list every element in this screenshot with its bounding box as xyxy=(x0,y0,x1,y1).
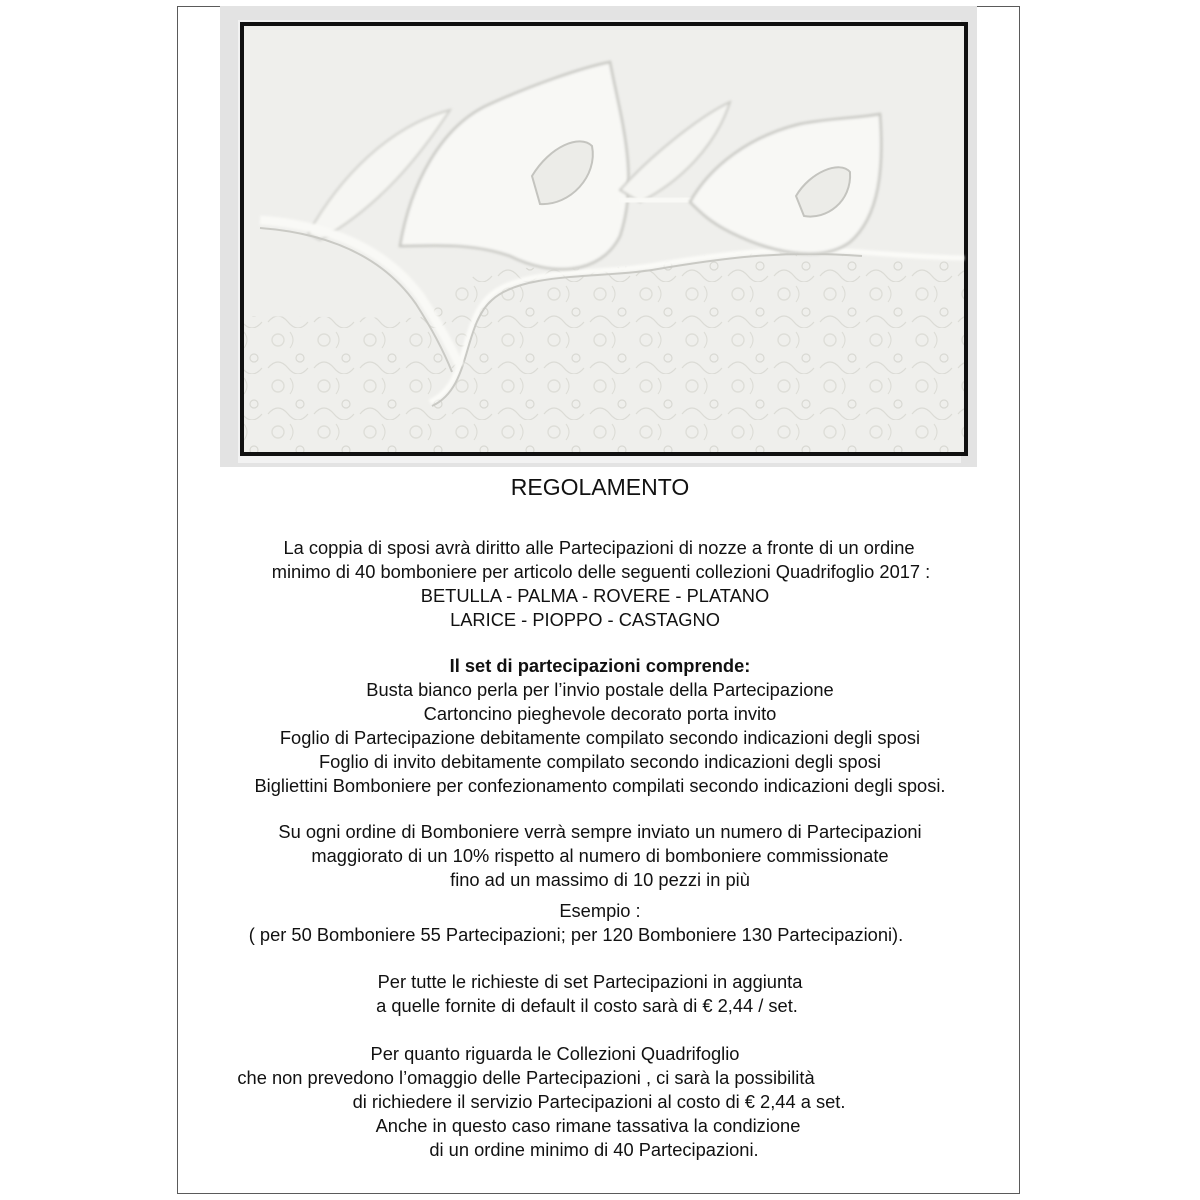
collection-list-line: BETULLA - PALMA - ROVERE - PLATANO xyxy=(420,585,770,606)
other-collections-rule xyxy=(0,1042,1200,1162)
cost-line: Per tutte le richieste di set Partecipazioni in aggiunta xyxy=(377,971,803,992)
embossed-calla-lily-card xyxy=(220,6,977,467)
intro-paragraph xyxy=(0,536,1200,632)
other-collections-line: che non prevedono l’omaggio delle Partecipazioni , ci sarà la possibilità xyxy=(237,1067,815,1088)
intro-line: minimo di 40 bomboniere per articolo delle seguenti collezioni Quadrifoglio 2017 : xyxy=(271,561,931,582)
cost-line: a quelle fornite di default il costo sarà di € 2,44 / set. xyxy=(376,995,798,1016)
other-collections-line: di un ordine minimo di 40 Partecipazioni. xyxy=(429,1139,759,1160)
set-contents-heading: Il set di partecipazioni comprende: xyxy=(449,655,751,676)
rule-line: fino ad un massimo di 10 pezzi in più xyxy=(450,869,750,890)
extra-invitations-rule xyxy=(0,820,1200,892)
other-collections-line: di richiedere il servizio Partecipazioni al costo di € 2,44 a set. xyxy=(352,1091,846,1112)
example-text: ( per 50 Bomboniere 55 Partecipazioni; per 120 Bomboniere 130 Partecipazioni). xyxy=(248,924,904,945)
additional-set-cost xyxy=(0,970,1200,1018)
set-item: Bigliettini Bomboniere per confezionamento compilati secondo indicazioni degli sposi. xyxy=(254,775,946,796)
set-item: Cartoncino pieghevole decorato porta invito xyxy=(423,703,777,724)
rule-line: Su ogni ordine di Bomboniere verrà sempre inviato un numero di Partecipazioni xyxy=(278,821,922,842)
other-collections-line: Anche in questo caso rimane tassativa la condizione xyxy=(375,1115,801,1136)
set-item: Foglio di invito debitamente compilato secondo indicazioni degli sposi xyxy=(319,751,881,772)
other-collections-line: Per quanto riguarda le Collezioni Quadrifoglio xyxy=(370,1043,740,1064)
set-item: Busta bianco perla per l’invio postale della Partecipazione xyxy=(366,679,834,700)
invitation-card-image xyxy=(220,6,977,467)
document-title: REGOLAMENTO xyxy=(510,474,690,500)
set-contents-section xyxy=(0,654,1200,798)
rule-line: maggiorato di un 10% rispetto al numero di bomboniere commissionate xyxy=(311,845,889,866)
example-label: Esempio : xyxy=(559,900,641,921)
set-item: Foglio di Partecipazione debitamente compilato secondo indicazioni degli sposi xyxy=(279,727,921,748)
collection-list-line: LARICE - PIOPPO - CASTAGNO xyxy=(450,609,720,630)
intro-line: La coppia di sposi avrà diritto alle Partecipazioni di nozze a fronte di un ordine xyxy=(283,537,915,558)
